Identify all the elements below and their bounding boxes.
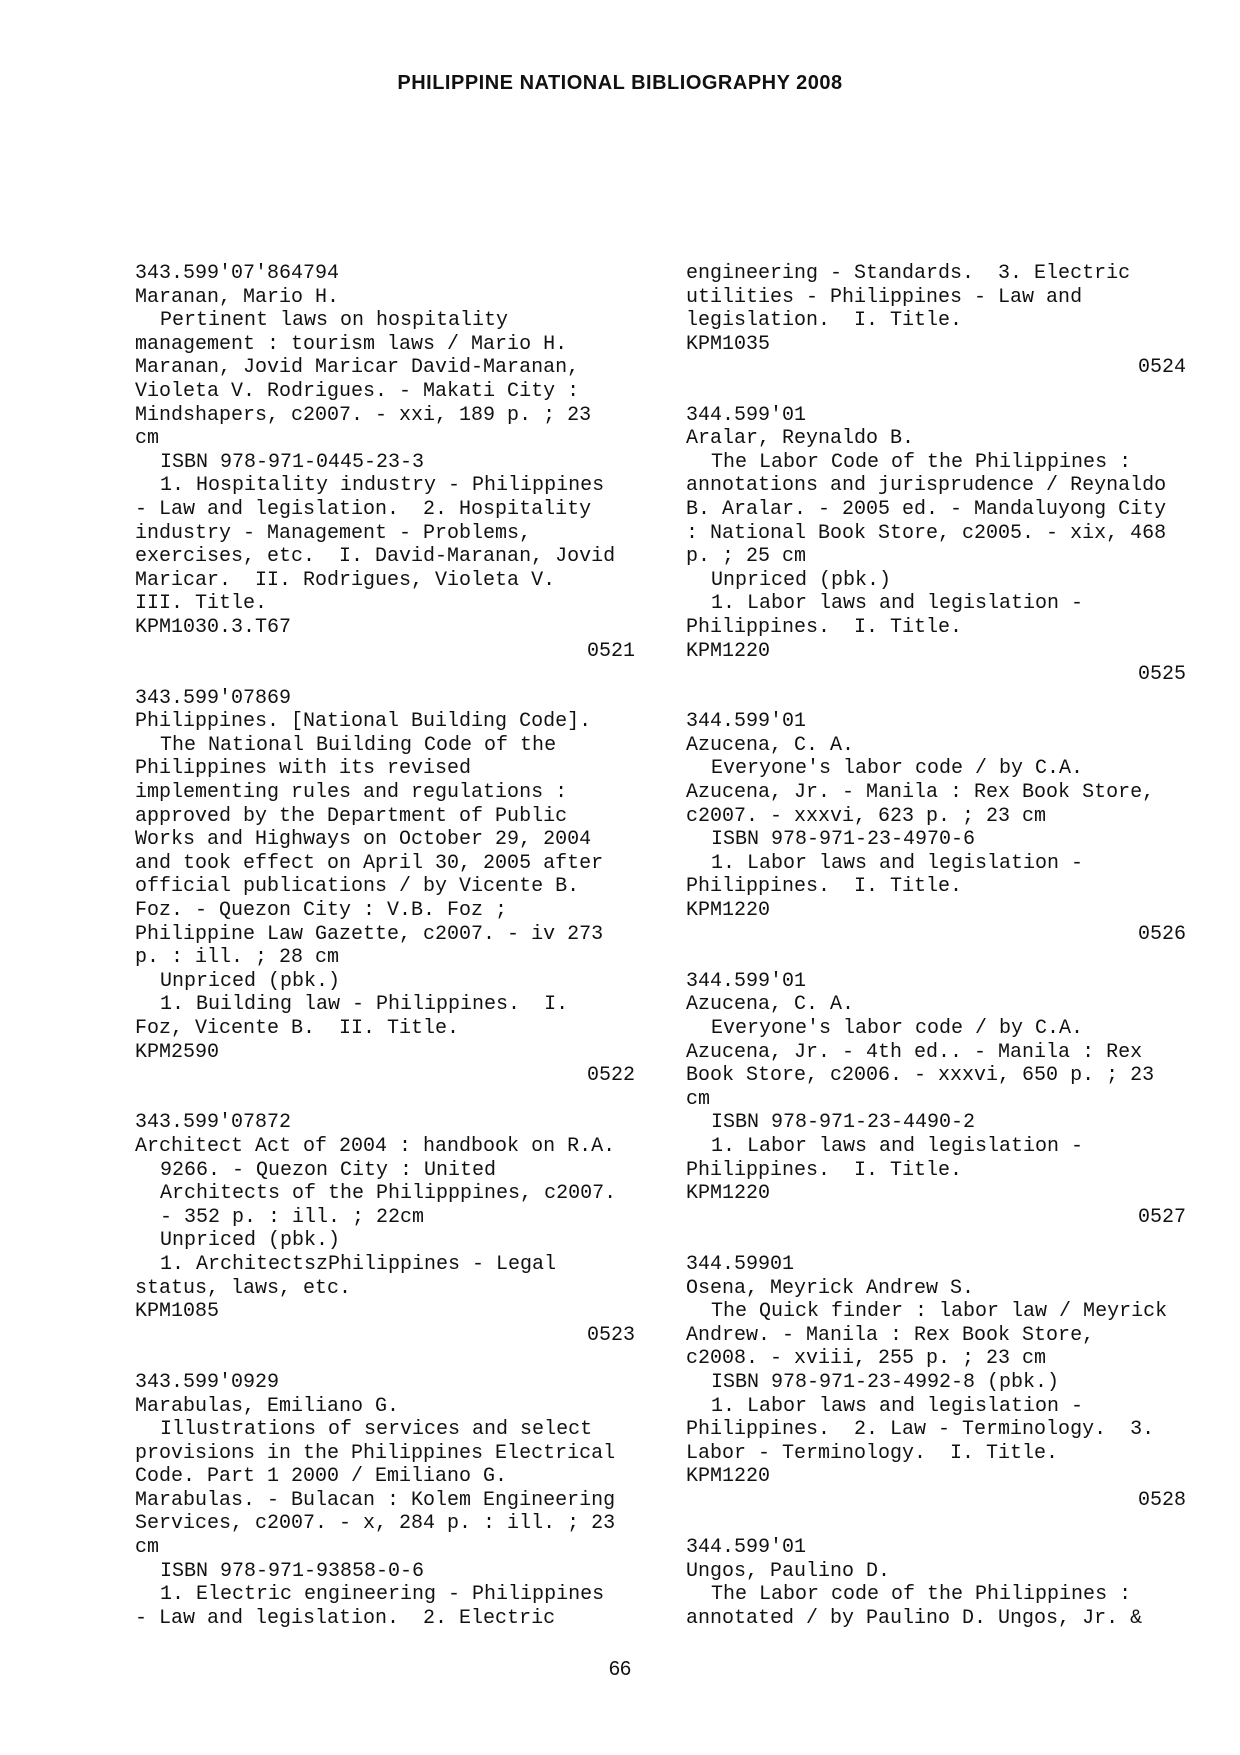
call-number: 344.599'01 [686,969,807,993]
entry-number: 0523 [586,1323,635,1347]
entry-line: implementing rules and regulations : [135,781,568,805]
bibliography-entry [135,687,635,1088]
entry-number: 0528 [1137,1488,1186,1512]
entry-line: management : tourism laws / Mario H. [135,332,568,356]
entry-line: Philippines. 2. Law - Terminology. 3. [686,1418,1155,1442]
isbn-line: ISBN 978-971-0445-23-3 [160,450,425,474]
subject-line: 1. ArchitectszPhilippines - Legal [160,1252,557,1276]
entry-line: c2007. - xxxvi, 623 p. ; 23 cm [686,804,1047,828]
main-entry: Maranan, Mario H. [135,285,340,309]
entry-line: Foz. - Quezon City : V.B. Foz ; [135,899,508,923]
call-number: 344.599'01 [686,1536,807,1560]
subject-line: 1. Labor laws and legislation - [711,851,1084,875]
bibliography-entry [686,1536,1186,1630]
entry-line: Services, c2007. - x, 284 p. : ill. ; 23 [135,1512,616,1536]
entry-line: cm [135,1536,160,1560]
page-number: 66 [608,1658,632,1680]
entry-line: Philippines with its revised [135,757,472,781]
left-column [135,262,635,1630]
price-line: Unpriced (pbk.) [160,1229,341,1253]
entry-line: provisions in the Philippines Electrical [135,1441,616,1465]
price-line: Unpriced (pbk.) [711,568,892,592]
entry-line: Pertinent laws on hospitality [160,309,509,333]
bibliography-entry [686,970,1186,1230]
subject-line: 1. Labor laws and legislation - [711,592,1084,616]
entry-line: - Law and legislation. 2. Hospitality [135,497,592,521]
entry-line: cm [686,1087,711,1111]
entry-line: Code. Part 1 2000 / Emiliano G. [135,1465,508,1489]
main-entry: Ungos, Paulino D. [686,1559,891,1583]
entry-line: exercises, etc. I. David-Maranan, Jovid [135,545,616,569]
subject-line: 1. Building law - Philippines. I. [160,993,569,1017]
call-number: 343.599'07872 [135,1111,292,1135]
isbn-line: ISBN 978-971-23-4992-8 (pbk.) [711,1370,1060,1394]
bibliography-entry [686,710,1186,946]
bibliography-entry [135,262,635,663]
isbn-line: ISBN 978-971-93858-0-6 [160,1559,425,1583]
classification-number: KPM1085 [135,1300,220,1324]
call-number: 343.599'07'864794 [135,262,340,285]
entry-line: Marabulas. - Bulacan : Kolem Engineering [135,1488,616,1512]
bibliography-entry [135,1371,635,1631]
entry-line: The National Building Code of the [160,733,557,757]
entry-line: Illustrations of services and select [160,1418,593,1442]
entry-line: utilities - Philippines - Law and [686,285,1083,309]
entry-line: Everyone's labor code / by C.A. [711,1017,1084,1040]
main-entry: Aralar, Reynaldo B. [686,427,915,451]
entry-line: Violeta V. Rodrigues. - Makati City : [135,379,580,403]
call-number: 344.599'01 [686,710,807,734]
subject-line: 1. Labor laws and legislation - [711,1394,1084,1418]
entry-line: The Quick finder : labor law / Meyrick [711,1300,1168,1324]
entry-line: Architects of the Philipppines, c2007. [160,1182,617,1206]
isbn-line: ISBN 978-971-23-4970-6 [711,828,976,852]
main-entry: Architect Act of 2004 : handbook on R.A. [135,1134,616,1158]
bibliography-entry [686,1253,1186,1513]
entry-line: Azucena, Jr. - Manila : Rex Book Store, [686,781,1155,805]
entry-line: engineering - Standards. 3. Electric [686,262,1131,285]
entry-line: 9266. - Quezon City : United [160,1158,497,1182]
entry-line: Maricar. II. Rodrigues, Violeta V. [135,568,556,592]
entry-line: The Labor Code of the Philippines : [711,450,1132,474]
entry-line: p. : ill. ; 28 cm [135,946,340,970]
main-entry: Philippines. [National Building Code]. [135,710,592,734]
entry-line: c2008. - xviii, 255 p. ; 23 cm [686,1347,1047,1371]
bibliography-entry [686,262,1186,380]
entry-line: official publications / by Vicente B. [135,875,580,899]
entry-line: annotated / by Paulino D. Ungos, Jr. & [686,1606,1143,1630]
entry-number: 0525 [1137,663,1186,687]
entry-line: III. Title. [135,592,268,616]
entry-number: 0526 [1137,922,1186,946]
main-entry: Azucena, C. A. [686,733,855,757]
entry-line: Philippines. I. Title. [686,875,963,899]
bibliography-entry [135,1111,635,1347]
entry-line: Philippine Law Gazette, c2007. - iv 273 [135,922,604,946]
price-line: Unpriced (pbk.) [160,969,341,993]
entry-line: legislation. I. Title. [686,309,963,333]
entry-line: Labor - Terminology. I. Title. [686,1441,1059,1465]
bibliography-entry [686,404,1186,687]
entry-line: Book Store, c2006. - xxxvi, 650 p. ; 23 [686,1064,1155,1088]
entry-line: and took effect on April 30, 2005 after [135,851,604,875]
classification-number: KPM1220 [686,1182,771,1206]
entry-number: 0521 [586,639,635,663]
entry-line: approved by the Department of Public [135,804,568,828]
entry-line: Philippines. I. Title. [686,1158,963,1182]
entry-line: status, laws, etc. [135,1276,352,1300]
classification-number: KPM1220 [686,1465,771,1489]
entry-line: cm [135,427,160,451]
entry-line: : National Book Store, c2005. - xix, 468 [686,521,1167,545]
entry-line: - 352 p. : ill. ; 22cm [160,1205,425,1229]
entry-line: Mindshapers, c2007. - xxi, 189 p. ; 23 [135,403,592,427]
entry-line: Andrew. - Manila : Rex Book Store, [686,1323,1095,1347]
classification-number: KPM1220 [686,639,771,663]
classification-number: KPM1030.3.T67 [135,615,292,639]
subject-line: 1. Hospitality industry - Philippines [160,474,605,498]
entry-line: annotations and jurisprudence / Reynaldo [686,474,1167,498]
entry-line: Works and Highways on October 29, 2004 [135,828,592,852]
entry-number: 0524 [1137,356,1186,380]
call-number: 343.599'07869 [135,686,292,710]
main-entry: Marabulas, Emiliano G. [135,1394,400,1418]
entry-number: 0527 [1137,1205,1186,1229]
call-number: 343.599'0929 [135,1370,280,1394]
entry-line: Everyone's labor code / by C.A. [711,757,1084,781]
classification-number: KPM1035 [686,332,771,356]
main-entry: Osena, Meyrick Andrew S. [686,1276,975,1300]
entry-number: 0522 [586,1064,635,1088]
isbn-line: ISBN 978-971-23-4490-2 [711,1111,976,1135]
entry-line: - Law and legislation. 2. Electric [135,1606,556,1630]
entry-line: The Labor code of the Philippines : [711,1583,1132,1607]
classification-number: KPM1220 [686,899,771,923]
main-entry: Azucena, C. A. [686,993,855,1017]
right-column [686,262,1186,1630]
subject-line: 1. Labor laws and legislation - [711,1134,1084,1158]
subject-line: 1. Electric engineering - Philippines [160,1583,605,1607]
entry-line: Philippines. I. Title. [686,615,963,639]
entry-line: industry - Management - Problems, [135,521,532,545]
entry-line: Foz, Vicente B. II. Title. [135,1017,460,1040]
classification-number: KPM2590 [135,1040,220,1064]
entry-line: Azucena, Jr. - 4th ed.. - Manila : Rex [686,1040,1143,1064]
entry-line: p. ; 25 cm [686,545,807,569]
entry-line: B. Aralar. - 2005 ed. - Mandaluyong City [686,497,1167,521]
page-header: PHILIPPINE NATIONAL BIBLIOGRAPHY 2008 [397,72,843,94]
call-number: 344.59901 [686,1252,795,1276]
call-number: 344.599'01 [686,403,807,427]
entry-line: Maranan, Jovid Maricar David-Maranan, [135,356,580,380]
